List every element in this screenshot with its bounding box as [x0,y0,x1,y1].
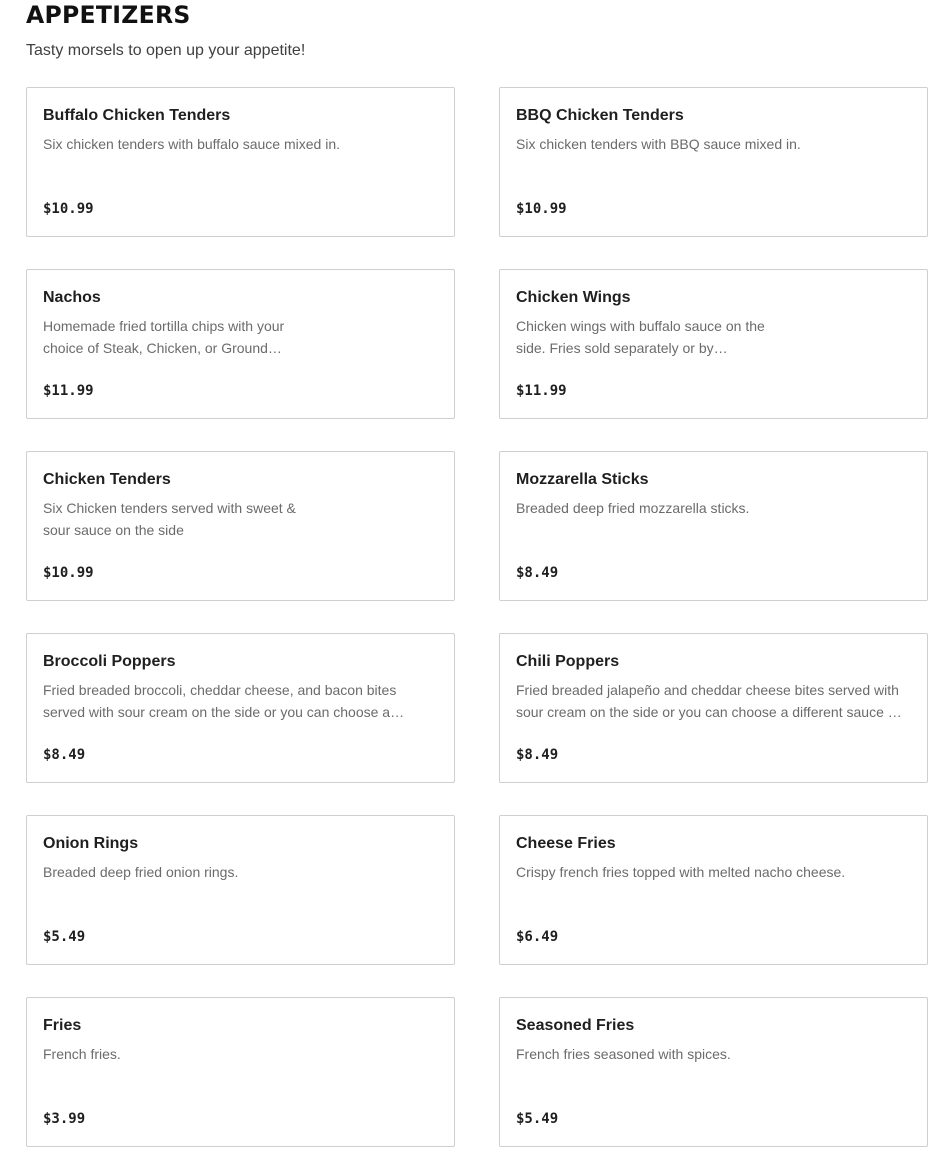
section-title: APPETIZERS [26,1,191,29]
menu-item-name: BBQ Chicken Tenders [516,107,684,124]
menu-item-price: $10.99 [43,565,94,581]
menu-item-price: $8.49 [43,747,86,763]
menu-item-description: French fries. [43,1046,121,1062]
menu-item-name: Broccoli Poppers [43,653,176,670]
menu-item-card[interactable] [499,87,928,237]
menu-item-card[interactable] [26,997,455,1147]
menu-item-card[interactable] [26,269,455,419]
section-subtitle: Tasty morsels to open up your appetite! [26,42,306,59]
menu-item-price: $6.49 [516,929,559,945]
menu-item-name: Chili Poppers [516,653,620,670]
menu-item-card[interactable] [499,451,928,601]
menu-item-price: $10.99 [516,201,567,217]
menu-item-price: $8.49 [516,747,559,763]
menu-item-description: Breaded deep fried mozzarella sticks. [516,500,750,516]
menu-item-card[interactable] [26,451,455,601]
menu-item-card[interactable] [499,815,928,965]
menu-item-grid [26,87,928,1147]
menu-item-card[interactable] [499,269,928,419]
menu-item-name: Nachos [43,289,101,306]
menu-item-description: Chicken wings with buffalo sauce on the side. Fries sold separately or by… [516,318,765,356]
menu-item-price: $5.49 [516,1111,559,1127]
menu-item-price: $3.99 [43,1111,86,1127]
menu-item-name: Mozzarella Sticks [516,471,649,488]
menu-item-price: $11.99 [43,383,94,399]
menu-item-name: Fries [43,1017,82,1034]
menu-item-description: Homemade fried tortilla chips with your choice of Steak, Chicken, or Ground… [43,318,285,356]
menu-item-description: Six Chicken tenders served with sweet & sour sauce on the side [43,500,296,538]
menu-item-name: Buffalo Chicken Tenders [43,107,231,124]
menu-item-name: Chicken Wings [516,289,631,306]
menu-item-name: Cheese Fries [516,835,616,852]
menu-item-description: Six chicken tenders with buffalo sauce mixed in. [43,136,341,152]
menu-item-description: Fried breaded jalapeño and cheddar cheese bites served with sour cream on the side or you can choose a different sauce … [516,682,902,720]
menu-item-price: $5.49 [43,929,86,945]
menu-item-description: Crispy french fries topped with melted nacho cheese. [516,864,846,880]
menu-item-price: $8.49 [516,565,559,581]
menu-item-name: Onion Rings [43,835,139,852]
menu-item-price: $10.99 [43,201,94,217]
menu-item-card[interactable] [26,87,455,237]
menu-item-card[interactable] [26,633,455,783]
menu-item-description: Six chicken tenders with BBQ sauce mixed in. [516,136,801,152]
menu-item-card[interactable] [499,997,928,1147]
menu-item-description: Breaded deep fried onion rings. [43,864,239,880]
menu-item-name: Chicken Tenders [43,471,171,488]
menu-item-price: $11.99 [516,383,567,399]
menu-item-description: Fried breaded broccoli, cheddar cheese, and bacon bites served with sour cream on the side or you can choose a… [43,682,405,720]
menu-item-card[interactable] [26,815,455,965]
menu-item-name: Seasoned Fries [516,1017,635,1034]
menu-item-card[interactable] [499,633,928,783]
menu-item-description: French fries seasoned with spices. [516,1046,731,1062]
